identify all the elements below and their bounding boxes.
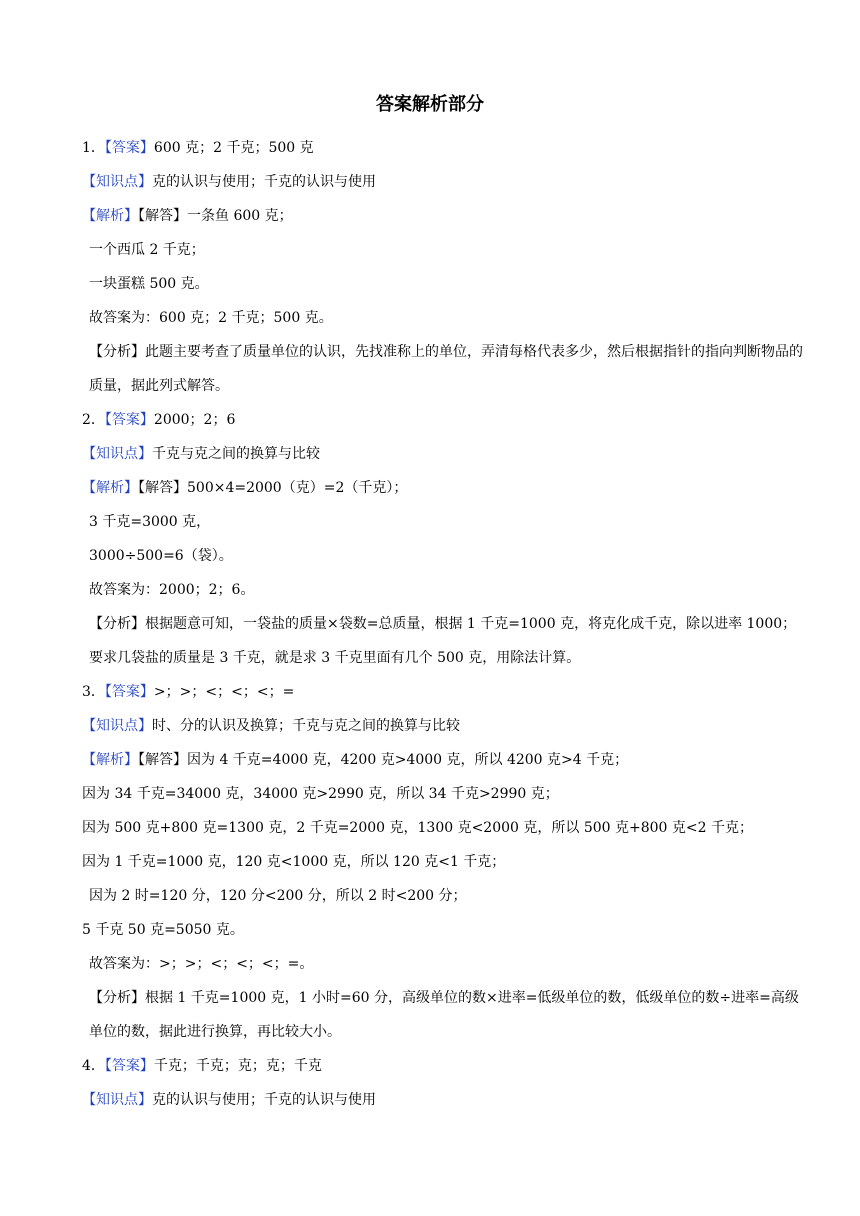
q3-answer-detail-label: 【解答】 [138, 752, 187, 768]
q1-knowledge-line [82, 165, 812, 199]
q2-number: 2． [82, 412, 105, 428]
q4-answer-line [82, 1049, 812, 1083]
q3-solution-label: 【解析】 [82, 752, 138, 768]
q1-answer-detail-label: 【解答】 [138, 208, 187, 224]
q1-solution-label: 【解析】 [82, 208, 138, 224]
q4-knowledge: 克的认识与使用；千克的认识与使用 [152, 1092, 376, 1108]
q2-step-2: 3 千克=3000 克， [89, 514, 211, 530]
q3-answer: >；>；<；<；<；= [153, 684, 295, 700]
q2-conclusion: 故答案为：2000；2；6。 [89, 582, 255, 598]
q2-solution-line [82, 471, 812, 505]
q1-answer: 600 克；2 千克；500 克 [153, 140, 314, 156]
q2-answer-detail-label: 【解答】 [138, 480, 187, 496]
q2-knowledge-label: 【知识点】 [82, 446, 152, 462]
q1-step-3: 一块蛋糕 500 克。 [89, 276, 209, 292]
q3-number: 3． [82, 684, 105, 700]
q2-step-1: 500×4=2000（克）=2（千克）； [187, 480, 408, 496]
q2-analysis: 【分析】根据题意可知，一袋盐的质量×袋数=总质量，根据 1 千克=1000 克，将克化成千克，除以进率 1000； [89, 616, 797, 632]
q1-solution-line [82, 199, 812, 233]
q3-step-5: 因为 2 时=120 分，120 分<200 分，所以 2 时<200 分； [89, 888, 467, 904]
q3-knowledge-line [82, 709, 812, 743]
q2-answer-label: 【答案】 [104, 412, 154, 428]
q3-analysis: 【分析】根据 1 千克=1000 克，1 小时=60 分，高级单位的数×进率=低级单位的数，低级单位的数÷进率=高级单位的数，据此进行换算，再比较大小。 [89, 990, 799, 1040]
q1-knowledge-label: 【知识点】 [82, 174, 152, 190]
q1-answer-line [82, 131, 812, 165]
q2-knowledge-line [82, 437, 812, 471]
q3-solution-line [82, 743, 812, 777]
q3-step-6: 5 千克 50 克=5050 克。 [82, 922, 244, 938]
q3-step-2: 因为 34 千克=34000 克，34000 克>2990 克，所以 34 千克>2990 克； [82, 786, 559, 802]
q2-answer-line [82, 403, 812, 437]
q2-solution-label: 【解析】 [82, 480, 138, 496]
q4-answer-label: 【答案】 [104, 1058, 154, 1074]
q4-knowledge-line [82, 1083, 812, 1117]
q1-analysis: 【分析】此题主要考查了质量单位的认识，先找准称上的单位，弄清每格代表多少，然后根据指针的指向判断物品的质量，据此列式解答。 [89, 344, 803, 394]
q4-answer: 千克；千克；克；克；千克 [153, 1058, 322, 1074]
q2-analysis-2: 要求几袋盐的质量是 3 千克，就是求 3 千克里面有几个 500 克，用除法计算。 [89, 650, 581, 666]
q3-answer-line [82, 675, 812, 709]
q1-knowledge: 克的认识与使用；千克的认识与使用 [152, 174, 376, 190]
q1-step-1: 一条鱼 600 克； [187, 208, 293, 224]
q3-knowledge: 时、分的认识及换算；千克与克之间的换算与比较 [152, 718, 460, 734]
q2-answer: 2000；2；6 [153, 412, 236, 428]
q1-answer-label: 【答案】 [104, 140, 154, 156]
answer-content [82, 131, 812, 1117]
q3-step-3: 因为 500 克+800 克=1300 克，2 千克=2000 克，1300 克<2000 克，所以 500 克+800 克<2 千克； [82, 820, 754, 836]
q3-step-4: 因为 1 千克=1000 克，120 克<1000 克，所以 120 克<1 千克； [82, 854, 506, 870]
q2-step-3: 3000÷500=6（袋）。 [89, 548, 233, 564]
page-title: 答案解析部分 [376, 94, 484, 115]
q1-number: 1． [82, 140, 105, 156]
q1-conclusion: 故答案为：600 克；2 千克；500 克。 [89, 310, 333, 326]
q4-knowledge-label: 【知识点】 [82, 1092, 152, 1108]
q3-step-1: 因为 4 千克=4000 克，4200 克>4000 克，所以 4200 克>4 千克； [187, 752, 629, 768]
q2-knowledge: 千克与克之间的换算与比较 [152, 446, 320, 462]
q3-conclusion: 故答案为：>；>；<；<；<；=。 [89, 956, 314, 972]
q1-step-2: 一个西瓜 2 千克； [89, 242, 205, 258]
q3-knowledge-label: 【知识点】 [82, 718, 152, 734]
q3-answer-label: 【答案】 [104, 684, 154, 700]
q4-number: 4． [82, 1058, 105, 1074]
